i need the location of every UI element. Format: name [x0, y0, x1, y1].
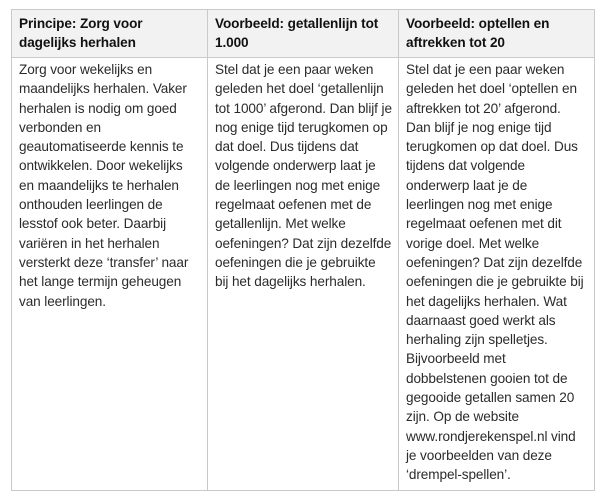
header-example-add-subtract: Voorbeeld: optellen en aftrekken tot 20 [399, 10, 595, 58]
header-example-number-line: Voorbeeld: getallenlijn tot 1.000 [208, 10, 399, 58]
cell-add-subtract-text: Stel dat je een paar weken geleden het doel ‘optellen en aftrekken tot 20’ afgerond. Dan blijf je nog enige tijd terugkomen op dat doel. Dus tijdens dat volgende onderwerp laat je de leerlingen nog met enige regelmaat oefenen met dit vorige doel. Met welke oefeningen? Dat zijn dezelfde oefeningen die je gebruikte bij het dagelijks herhalen. Wat daarnaast goed werkt als herhaling zijn spelletjes. Bijvoorbeeld met dobbelstenen gooien tot de gegooide getallen samen 20 zijn. Op de website www.rondjerekenspel.nl vind je voorbeelden van deze ‘drempel-spellen’. [399, 58, 595, 491]
comparison-table [11, 9, 595, 491]
table-row [12, 58, 595, 491]
cell-number-line-text: Stel dat je een paar weken geleden het doel ‘getallenlijn tot 1000’ afgerond. Dan blijf je nog enige tijd terugkomen op dat doel. Dus tijdens dat volgende onderwerp laat je de leerlingen nog met enige regelmaat oefenen met de getallenlijn. Met welke oefeningen? Dat zijn dezelfde oefeningen die je gebruikte bij het dagelijks herhalen. [208, 58, 399, 491]
header-principle: Principe: Zorg voor dagelijks herhalen [12, 10, 208, 58]
table-header-row [12, 10, 595, 58]
cell-principle-text: Zorg voor wekelijks en maandelijks herhalen. Vaker herhalen is nodig om goed verbonden en geautomatiseerde kennis te ontwikkelen. Door wekelijks en maandelijks te herhalen onthouden leerlingen de lesstof ook beter. Daarbij variëren in het herhalen versterkt deze ‘transfer’ naar het lange termijn geheugen van leerlingen. [12, 58, 208, 491]
